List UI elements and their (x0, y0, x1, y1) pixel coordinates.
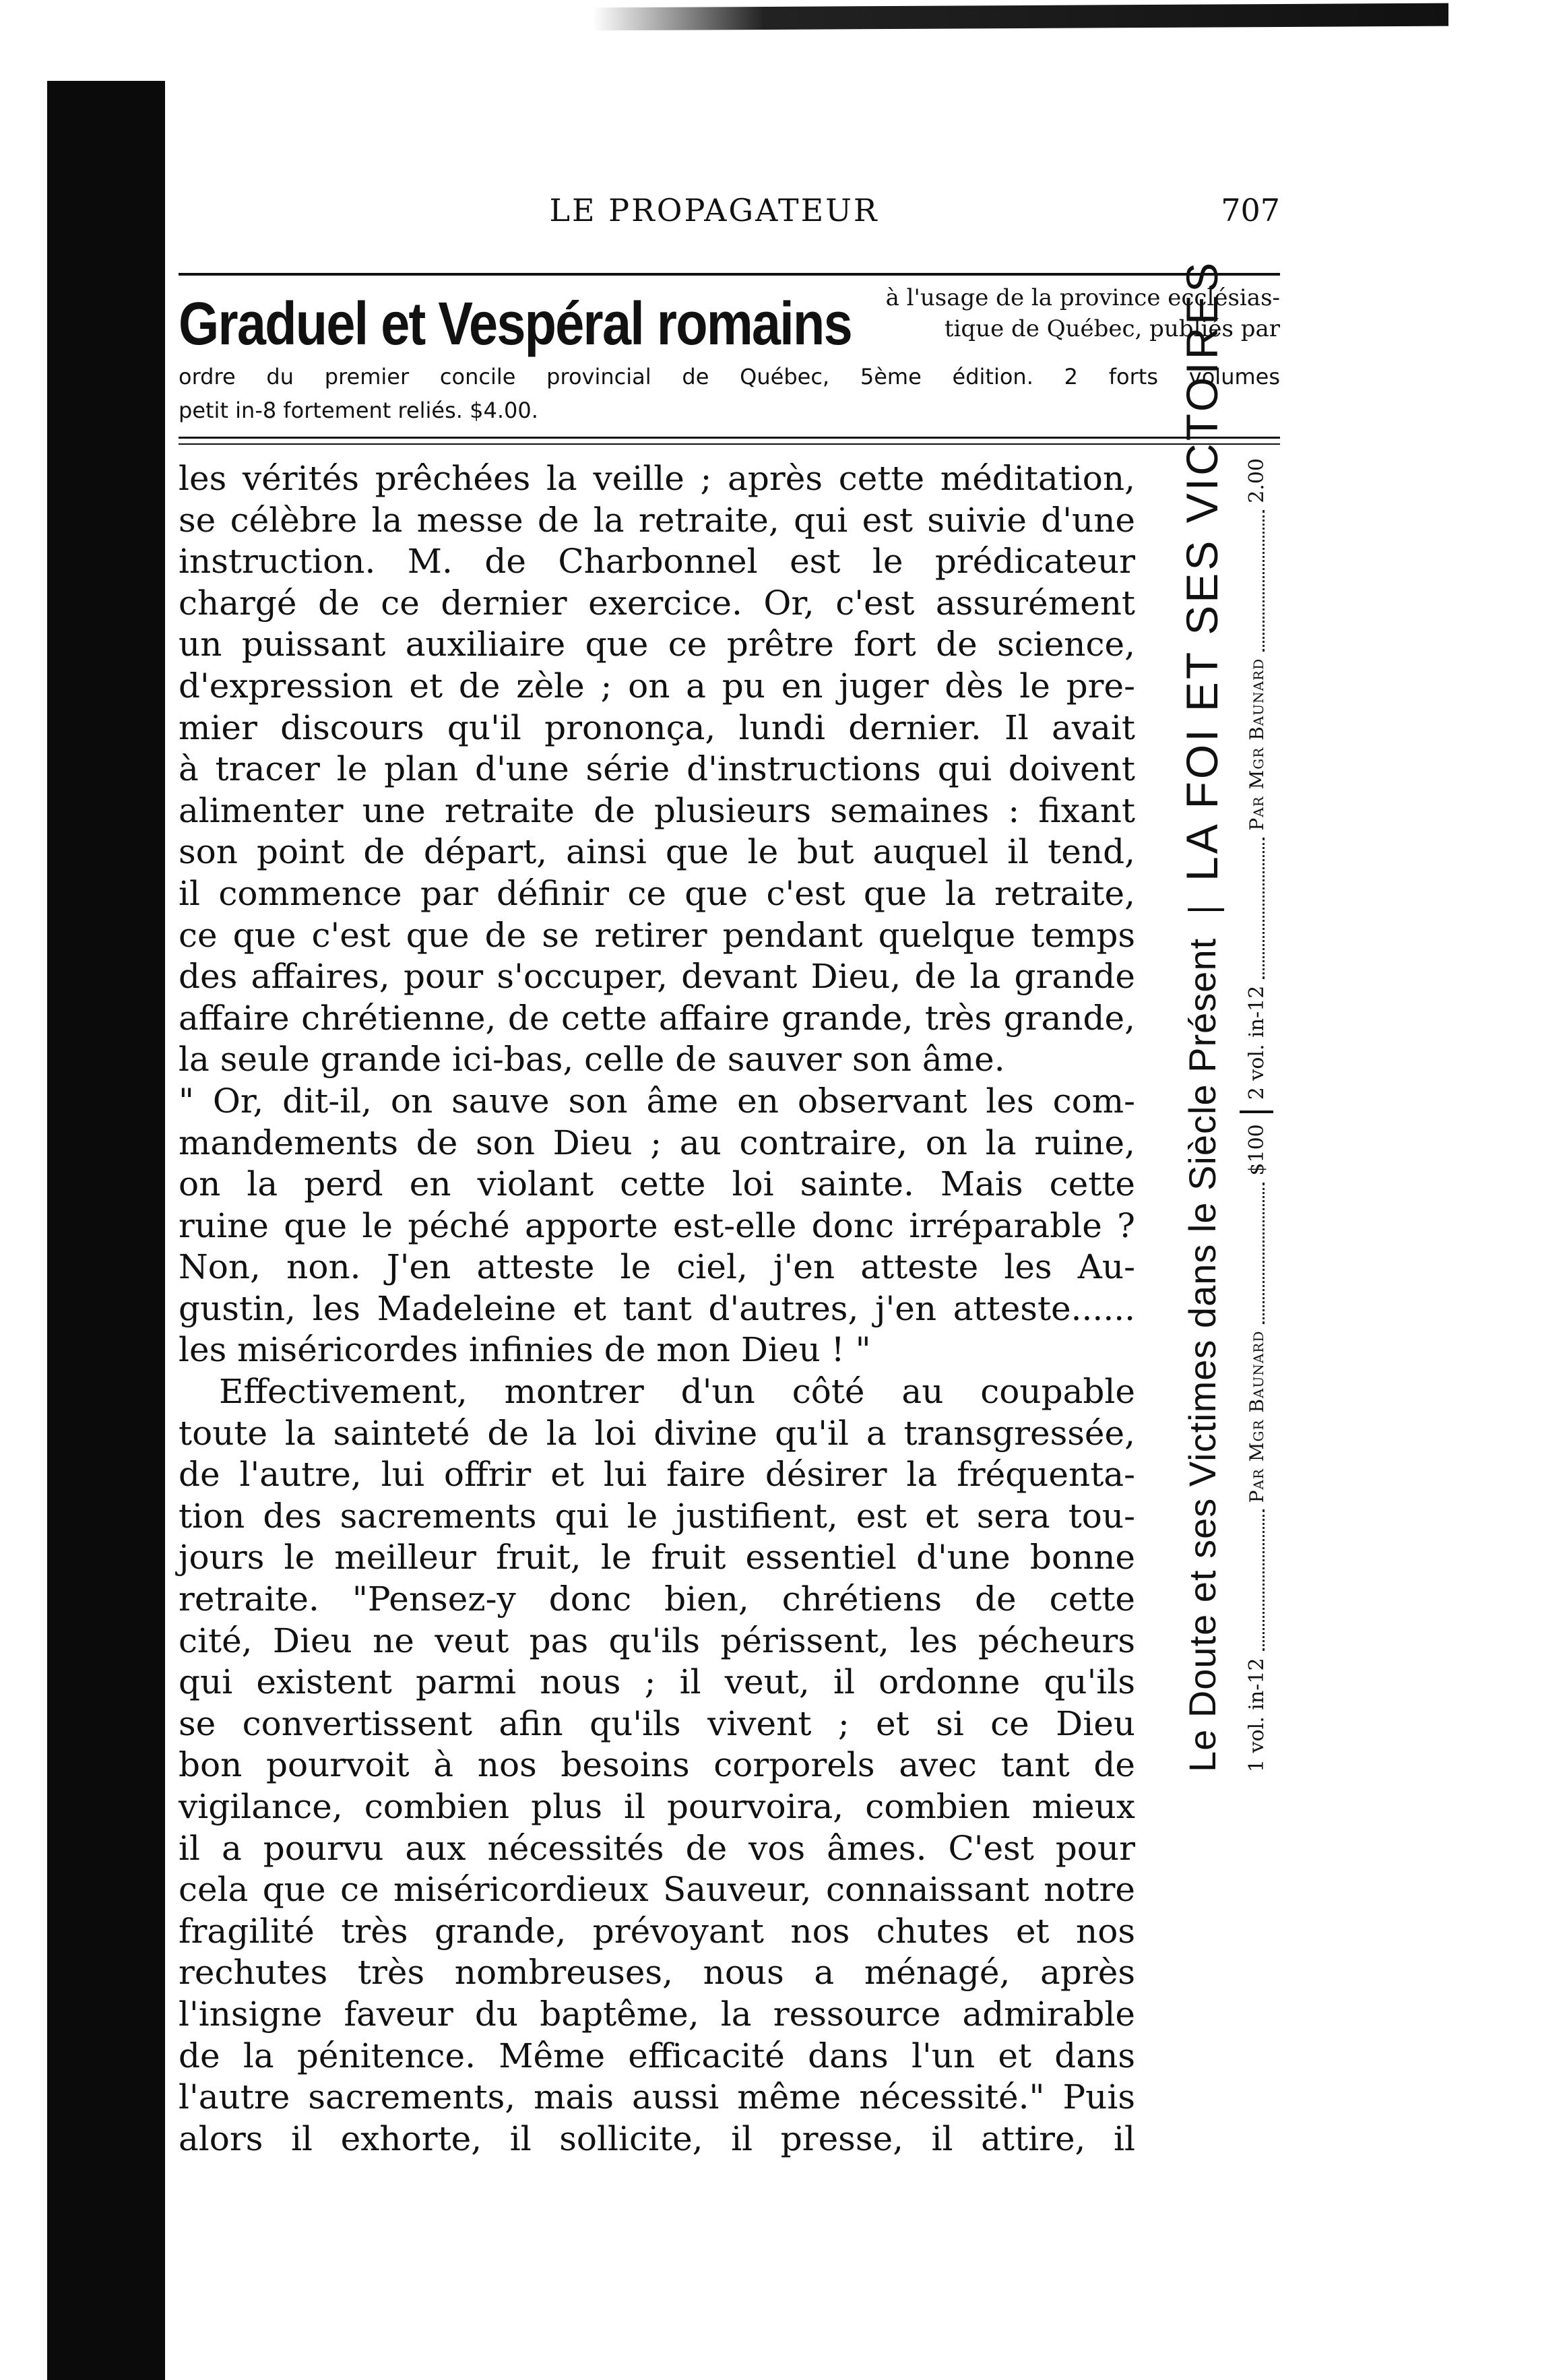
page-number: 707 (1221, 192, 1280, 228)
advertisement-rule-bottom (179, 443, 1280, 445)
top-edge-shadow (593, 3, 1448, 31)
text-line: mier discours qu'il prononça, lundi dernier. Il avait (179, 708, 1135, 747)
text-line: chargé de ce dernier exercice. Or, c'est assurément (179, 583, 1135, 623)
text-line: affaire chrétienne, de cette affaire grande, très grande, (179, 998, 1135, 1038)
text-line: " Or, dit-il, on sauve son âme en observant les com- (179, 1081, 1135, 1121)
advertisement-subtitle-line2: tique de Québec, publiés par (944, 315, 1280, 342)
text-line: les miséricordes infinies de mon Dieu ! " (179, 1330, 871, 1370)
text-line: jours le meilleur fruit, le fruit essentiel d'une bonne (179, 1538, 1135, 1577)
text-line: Non, non. J'en atteste le ciel, j'en atteste les Au- (179, 1247, 1135, 1287)
leader-dots (1249, 838, 1265, 979)
text-line: de l'autre, lui offrir et lui faire désirer la fréquenta- (179, 1455, 1135, 1495)
text-line: ce que c'est que de se retirer pendant quelque temps (179, 915, 1135, 955)
sidebar-title-book1-wrap (1176, 260, 1227, 938)
sidebar-title-book1: LA FOI ET SES VICTOIRES (1177, 259, 1227, 881)
advertisement-rule-top (179, 437, 1280, 439)
text-line: instruction. M. de Charbonnel est le prédicateur (179, 542, 1135, 582)
text-line: Effectivement, montrer d'un côté au coupable (219, 1372, 1135, 1412)
text-line: l'insigne faveur du baptême, la ressource admirable (179, 1994, 1135, 2034)
text-line: cela que ce miséricordieux Sauveur, connaissant notre (179, 1870, 1135, 1910)
text-line: un puissant auxiliaire que ce prêtre fort de science, (179, 625, 1135, 664)
header-rule (179, 273, 1280, 276)
advertisement-body-line: petit in-8 fortement reliés. $4.00. (179, 398, 538, 423)
sidebar-book-prices (1233, 458, 1280, 1772)
title-separator (1188, 908, 1224, 911)
text-line: se convertissent afin qu'ils vivent ; et si ce Dieu (179, 1703, 1135, 1743)
text-line: mandements de son Dieu ; au contraire, on la ruine, (179, 1123, 1135, 1162)
text-line: se célèbre la messe de la retraite, qui est suivie d'une (179, 500, 1135, 540)
text-line: l'autre sacrements, mais aussi même nécessité." Puis (179, 2077, 1135, 2117)
book2-author: Par Mgr Baunard (1245, 1330, 1268, 1503)
text-line: il a pourvu aux nécessités de vos âmes. C'est pour (179, 1828, 1135, 1868)
text-line: gustin, les Madeleine et tant d'autres, j'en atteste...... (179, 1288, 1135, 1328)
book1-price: 2.00 (1244, 458, 1269, 503)
advertisement-body-line: ordre du premier concile provincial de Québec, 5ème édition. 2 forts volumes (179, 364, 1280, 389)
advertisement-subtitle-line1: à l'usage de la province ecclésias- (885, 284, 1280, 311)
text-line: toute la sainteté de la loi divine qu'il a transgressée, (179, 1413, 1135, 1453)
text-line: bon pourvoit à nos besoins corporels avec tant de (179, 1745, 1135, 1785)
text-line: des affaires, pour s'occuper, devant Dieu, de la grande (179, 957, 1135, 997)
advertisement-block (179, 283, 1280, 427)
text-line: de la pénitence. Même efficacité dans l'un et dans (179, 2036, 1135, 2075)
book-spine-shadow (47, 81, 165, 2380)
leader-dots (1249, 1509, 1265, 1651)
text-line: rechutes très nombreuses, nous a ménagé, après (179, 1953, 1135, 1993)
text-line: ruine que le péché apporte est-elle donc irréparable ? (179, 1205, 1135, 1245)
article-text-column (179, 458, 1135, 2160)
text-line: la seule grande ici-bas, celle de sauver son âme. (179, 1040, 1005, 1079)
book1-volumes: 2 vol. in-12 (1244, 985, 1269, 1100)
price-separator (1240, 1110, 1273, 1113)
text-line: tion des sacrements qui le justifient, est et sera tou- (179, 1496, 1135, 1536)
advertisement-title: Graduel et Vespéral romains (179, 290, 852, 358)
text-line: vigilance, combien plus il pourvoira, combien mieux (179, 1787, 1135, 1826)
text-line: on la perd en violant cette loi sainte. Mais cette (179, 1164, 1135, 1204)
text-line: il commence par définir ce que c'est que la retraite, (179, 873, 1135, 913)
leader-dots (1249, 510, 1265, 652)
text-line: à tracer le plan d'une série d'instructions qui doivent (179, 749, 1135, 789)
book2-price: $100 (1244, 1124, 1269, 1176)
sidebar-book-titles (1177, 259, 1227, 1772)
text-line: alors il exhorte, il sollicite, il presse, il attire, il (179, 2119, 1135, 2158)
text-line: les vérités prêchées la veille ; après cette méditation, (179, 459, 1135, 498)
book1-author: Par Mgr Baunard (1245, 658, 1268, 831)
text-line: d'expression et de zèle ; on a pu en juger dès le pre- (179, 666, 1135, 706)
running-title: LE PROPAGATEUR (549, 192, 879, 228)
text-line: retraite. "Pensez-y donc bien, chrétiens de cette (179, 1579, 1135, 1619)
sidebar-title-book2: Le Doute et ses Victimes dans le Siècle Présent (1180, 937, 1223, 1772)
book2-volumes: 1 vol. in-12 (1244, 1658, 1269, 1772)
page-header (512, 192, 1280, 246)
text-line: alimenter une retraite de plusieurs semaines : fixant (179, 790, 1135, 830)
text-line: fragilité très grande, prévoyant nos chutes et nos (179, 1911, 1135, 1951)
text-line: son point de départ, ainsi que le but auquel il tend, (179, 832, 1135, 872)
text-line: cité, Dieu ne veut pas qu'ils périssent, les pécheurs (179, 1621, 1135, 1660)
leader-dots (1249, 1183, 1265, 1324)
text-line: qui existent parmi nous ; il veut, il ordonne qu'ils (179, 1662, 1135, 1702)
